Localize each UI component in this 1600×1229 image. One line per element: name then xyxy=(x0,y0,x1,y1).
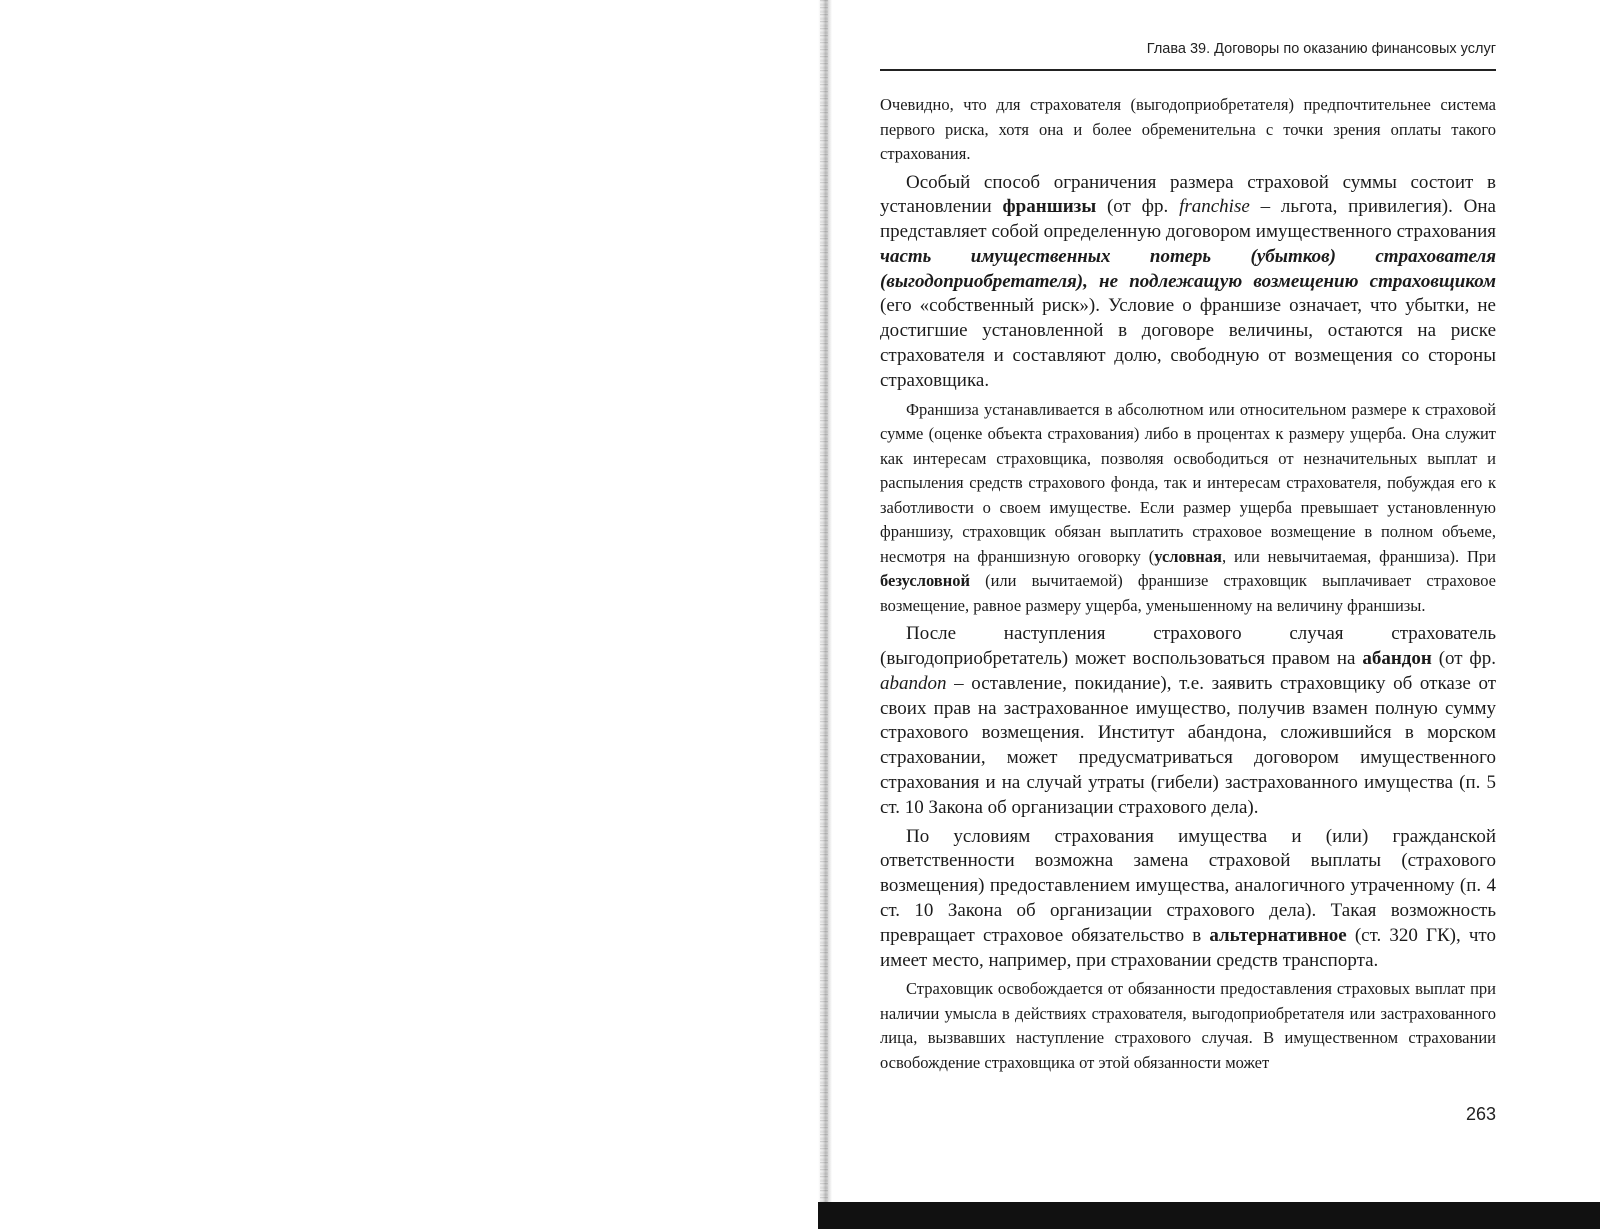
scan-bottom-edge xyxy=(818,1202,1600,1229)
paragraph xyxy=(880,622,1496,820)
paragraph xyxy=(880,93,1496,167)
text-segment: (ст. 320 ГК), что имеет место, например, при страховании средств транспорта. xyxy=(880,924,1496,971)
header-rule xyxy=(880,69,1496,71)
text-segment: Очевидно, что для страхователя (выгодоприобретателя) предпочтительнее система первого риска, хотя она и более обременительна с точки зрения оплаты такого страхования. xyxy=(880,95,1496,163)
text-segment: , или невычитаемая, франшиза). При xyxy=(1221,546,1496,566)
text-segment: После наступления страхового случая страхователь (выгодоприобретатель) может воспользоваться правом на xyxy=(880,623,1496,669)
text-segment: – оставление, покидание), т.е. заявить страховщику об отказе от своих прав на застрахованное имущество, получив взамен полную сумму страхового возмещения. Институт абандона, сложившийся в морском страховании, может предусматриваться договором имущественного страхования и на случай утраты (гибели) застрахованного имущества (п. 5 ст. 10 Закона об организации страхового дела). xyxy=(880,672,1496,818)
text-segment: (от фр. xyxy=(1431,647,1496,669)
text-segment: франшизы xyxy=(1002,196,1097,218)
text-segment: franchise xyxy=(1179,196,1250,218)
text-segment: безусловной xyxy=(880,571,970,591)
paragraph xyxy=(880,171,1496,394)
text-segment: альтернативное xyxy=(1209,924,1347,946)
text-segment: Франшиза устанавливается в абсолютном или относительном размере к страховой сумме (оценке объекта страхования) либо в процентах к размеру ущерба. Она служит как интересам страховщика, позволяя освободиться от незначительных выплат и распыления средств страхового фонда, так и интересам страхователя, побуждая его к заботливости о своем имуществе. Если размер ущерба превышает установленную франшизу, страховщик обязан выплатить страховое возмещение в полном объеме, несмотря на франшизную оговорку ( xyxy=(880,399,1496,566)
text-segment: (его «собственный риск»). Условие о франшизе означает, что убытки, не достигшие установленной в договоре величины, остаются на риске страхователя и составляют долю, свободную от возмещения со стороны страховщика. xyxy=(880,295,1496,391)
text-segment: Особый способ ограничения размера страховой суммы состоит в установлении xyxy=(880,171,1496,218)
text-segment: абандон xyxy=(1362,647,1432,669)
running-header-title: Глава 39. Договоры по оказанию финансовых услуг xyxy=(1146,41,1496,57)
text-segment: (или вычитаемой) франшизе страховщик выплачивает страховое возмещение, равное размеру ущерба, уменьшенному на величину франшизы. xyxy=(880,571,1496,615)
text-segment: abandon xyxy=(880,672,947,694)
paragraph xyxy=(880,977,1496,1075)
page-number: 263 xyxy=(1465,1104,1496,1124)
gutter-scan-noise xyxy=(820,0,828,1229)
text-segment: – льгота, привилегия). Она представляет собой определенную договором имущественного страхования xyxy=(880,196,1496,243)
paragraph xyxy=(880,398,1496,619)
text-segment: (от фр. xyxy=(1096,196,1180,218)
text-segment: По условиям страхования имущества и (или) гражданской ответственности возможна замена страховой выплаты (страхового возмещения) предоставлением имущества, аналогичного утраченному (п. 4 ст. 10 Закона об организации страхового дела). Такая возможность превращает страховое обязательство в xyxy=(880,825,1496,946)
text-segment: условная xyxy=(1154,546,1222,566)
page-body-text xyxy=(880,93,1496,1079)
text-segment: Страховщик освобождается от обязанности предоставления страховых выплат при наличии умысла в действиях страхователя, выгодоприобретателя или застрахованного лица, вызвавших наступление страхового случая. В имущественном страховании освобождение страховщика от этой обязанности может xyxy=(880,979,1496,1072)
paragraph xyxy=(880,825,1496,974)
text-segment: часть имущественных потерь (убытков) страхователя (выгодоприобретателя), не подлежащую возмещению страховщиком xyxy=(880,245,1496,292)
